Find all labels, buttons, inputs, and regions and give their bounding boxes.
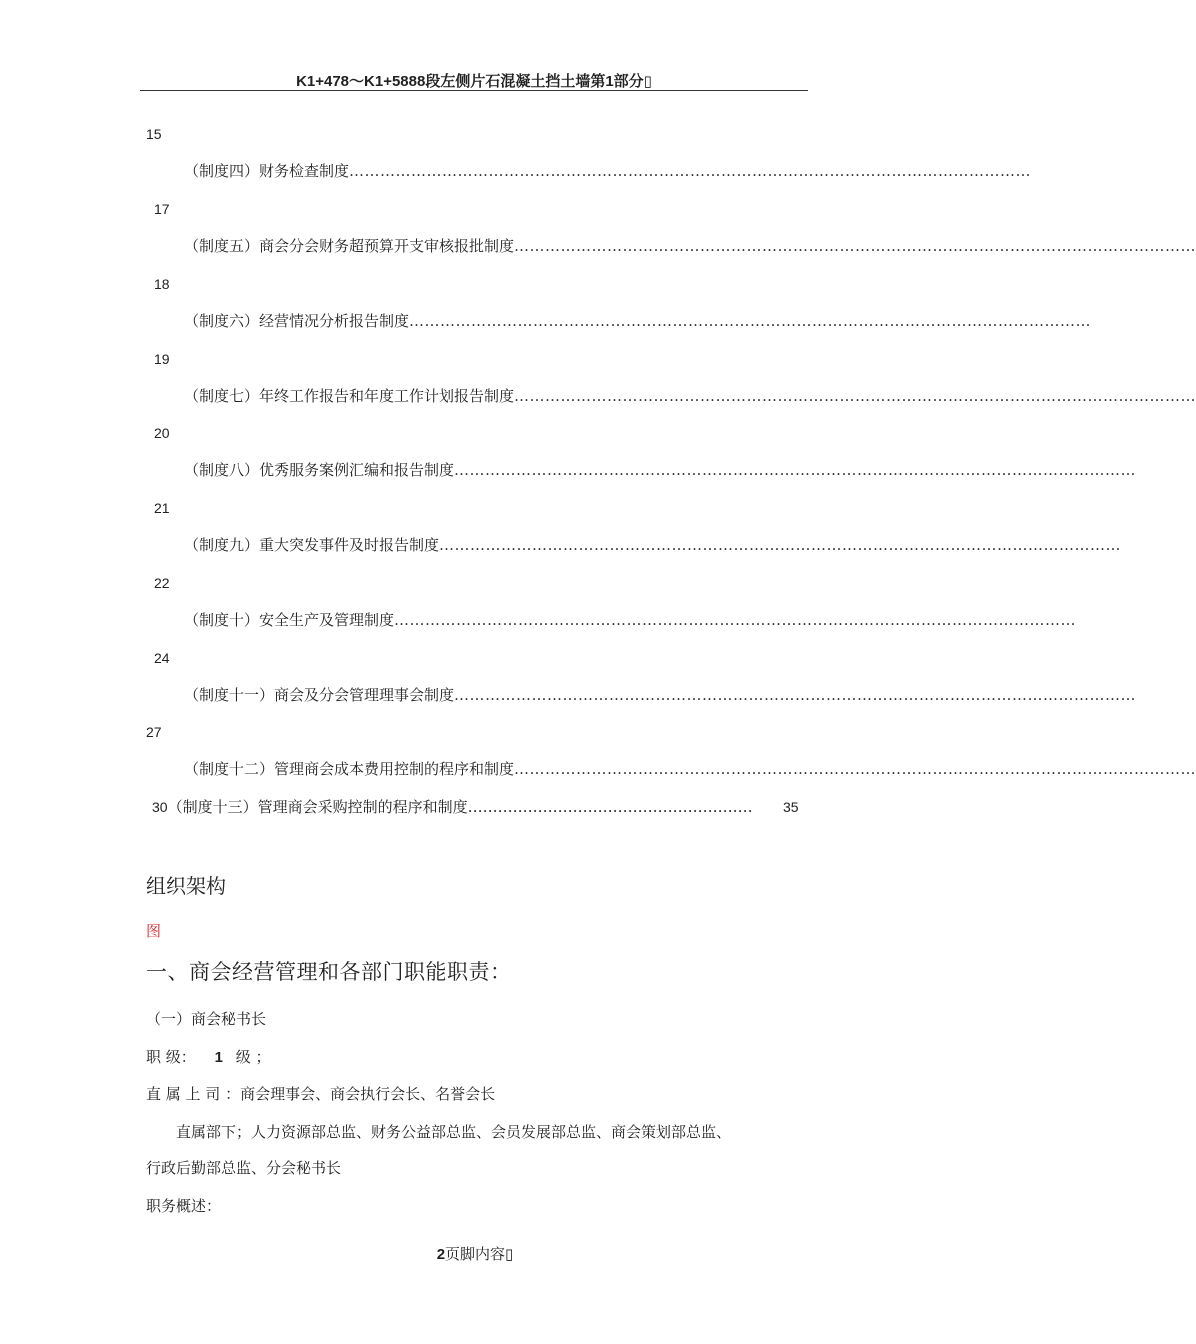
subordinates-line: 直属部下；人力资源部总监、财务公益部总监、会员发展部总监、商会策划部总监、 <box>176 1123 732 1141</box>
toc-leader: …………………………………………………………………………………………………………………… <box>514 237 1196 255</box>
superior-line: 直 属 上 司 ：商会理事会、商会执行会长、名誉会长 <box>146 1085 496 1103</box>
toc-entry-label: （制度四）财务检查制度 <box>184 162 350 180</box>
toc-entry-label: （制度八）优秀服务案例汇编和报告制度 <box>184 461 455 479</box>
toc-entry[interactable] <box>184 310 1092 332</box>
toc-entry[interactable] <box>184 758 1196 780</box>
footer-text: 页脚内容 <box>445 1245 506 1263</box>
toc-page-number: 35 <box>783 799 799 815</box>
toc-entry-label: （制度六）经营情况分析报告制度 <box>184 312 410 330</box>
toc-page-number: 22 <box>154 575 170 591</box>
toc-leader: ………………………………………………… <box>467 798 753 816</box>
toc-entry[interactable] <box>184 235 1196 257</box>
rank-label: 职 级： <box>146 1048 196 1066</box>
toc-leader: …………………………………………………………………………………………………………………… <box>409 312 1092 330</box>
rank-line <box>146 1046 270 1067</box>
toc-entry[interactable] <box>184 609 1077 631</box>
header-divider <box>140 90 808 91</box>
toc-page-number: 20 <box>154 425 170 441</box>
toc-leader: …………………………………………………………………………………………………………………… <box>349 162 1032 180</box>
toc-entry[interactable] <box>184 534 1122 556</box>
toc-leader: …………………………………………………………………………………………………………………… <box>454 461 1137 479</box>
toc-leader: …………………………………………………………………………………………………………………… <box>394 611 1077 629</box>
toc-entry[interactable] <box>184 385 1196 407</box>
toc-page-number: 15 <box>146 126 162 142</box>
toc-entry-label: （制度九）重大突发事件及时报告制度 <box>184 536 440 554</box>
page-header <box>140 70 808 91</box>
missing-glyph-icon: ▯ <box>505 1245 514 1263</box>
toc-entry-label: （制度十）安全生产及管理制度 <box>184 611 395 629</box>
toc-entry-label: （制度十二）管理商会成本费用控制的程序和制度 <box>184 760 515 778</box>
toc-page-number: 17 <box>154 201 170 217</box>
toc-entry-label: （制度十三）管理商会采购控制的程序和制度 <box>167 798 468 816</box>
figure-reference: 图 <box>146 922 162 940</box>
subheading: （一）商会秘书长 <box>146 1010 267 1028</box>
rank-suffix: 级 ； <box>235 1048 271 1066</box>
toc-leader: …………………………………………………………………………………………………………………… <box>439 536 1122 554</box>
heading-level-1: 一、商会经营管理和各部门职能职责： <box>146 960 512 984</box>
toc-leader: …………………………………………………………………………………………………………………… <box>454 686 1137 704</box>
header-title: K1+478～K1+5888段左侧片石混凝土挡土墙第1部分 <box>296 73 644 90</box>
section-title: 组织架构 <box>146 874 226 898</box>
toc-entry-label: （制度五）商会分会财务超预算开支审核报批制度 <box>184 237 515 255</box>
toc-entry-label: （制度七）年终工作报告和年度工作计划报告制度 <box>184 387 515 405</box>
toc-entry-last[interactable] <box>152 796 802 818</box>
missing-glyph-icon: ▯ <box>643 73 652 90</box>
toc-leader: …………………………………………………………………………………………………………………… <box>514 387 1196 405</box>
toc-page-number: 21 <box>154 500 170 516</box>
toc-page-number: 24 <box>154 650 170 666</box>
toc-leader: …………………………………………………………………………………………………………………… <box>514 760 1196 778</box>
toc-entry[interactable] <box>184 160 1032 182</box>
toc-page-number: 27 <box>146 724 162 740</box>
toc-entry[interactable] <box>184 459 1137 481</box>
page-footer <box>0 1243 950 1264</box>
duty-label: 职务概述： <box>146 1197 222 1215</box>
rank-value: 1 <box>214 1049 223 1066</box>
toc-entry[interactable] <box>184 684 1137 706</box>
subordinates-line-continued: 行政后勤部总监、分会秘书长 <box>146 1159 342 1177</box>
toc-page-number: 19 <box>154 351 170 367</box>
toc-entry-label: （制度十一）商会及分会管理理事会制度 <box>184 686 455 704</box>
toc-page-number: 30 <box>152 799 168 815</box>
footer-page-number: 2 <box>436 1246 446 1263</box>
toc-page-number: 18 <box>154 276 170 292</box>
